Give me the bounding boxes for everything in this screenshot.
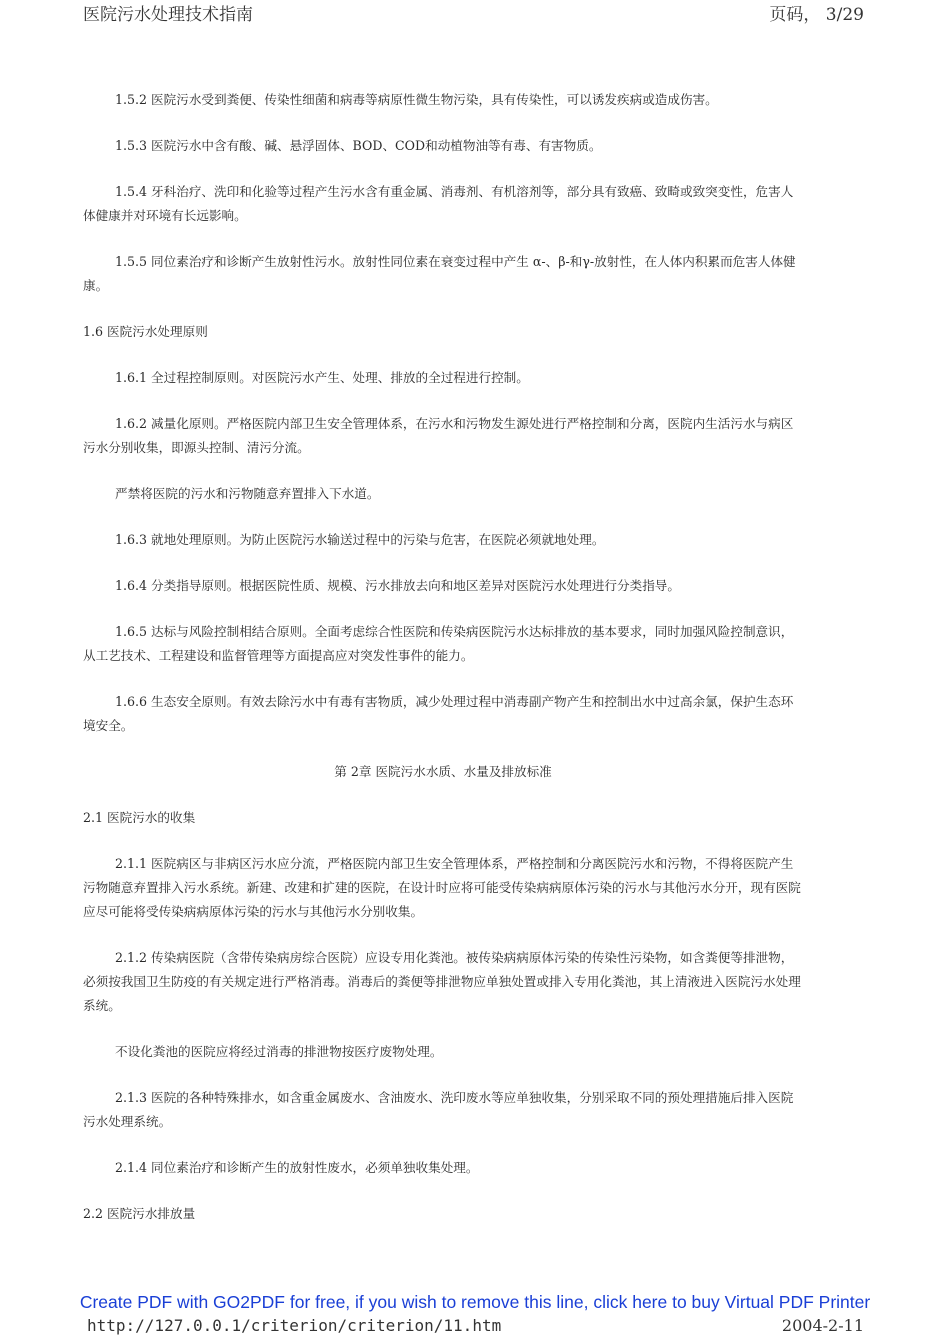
paragraph-1-6-3: 1.6.3 就地处理原则。为防止医院污水输送过程中的污染与危害，在医院必须就地处理。	[115, 532, 605, 547]
paragraph-1-5-5: 1.5.5 同位素治疗和诊断产生放射性污水。放射性同位素在衰变过程中产生 α-、β-和γ-放射性，在人体内积累而危害人体健康。	[83, 254, 796, 293]
go2pdf-banner-link[interactable]: Create PDF with GO2PDF for free, if you wish to remove this line, click here to buy Virtual PDF Printer	[79, 1292, 871, 1312]
chapter-heading: 第 2章 医院污水水质、水量及排放标准	[334, 764, 552, 779]
paragraph-2-1-3: 2.1.3 医院的各种特殊排水，如含重金属废水、含油废水、洗印废水等应单独收集，分别采取不同的预处理措施后排入医院污水处理系统。	[83, 1090, 794, 1129]
paragraph-2-1-2: 2.1.2 传染病医院（含带传染病房综合医院）应设专用化粪池。被传染病病原体污染的传染性污染物，如含粪便等排泄物，必须按我国卫生防疫的有关规定进行严格消毒。消毒后的粪便等排泄物应单独处置或排入专用化粪池，其上清液进入医院污水处理系统。	[83, 950, 801, 1013]
section-heading-1-6: 1.6 医院污水处理原则	[83, 324, 208, 339]
paragraph-1-5-3: 1.5.3 医院污水中含有酸、碱、悬浮固体、BOD、COD和动植物油等有毒、有害物质。	[115, 138, 602, 153]
paragraph-no-septic-tank: 不设化粪池的医院应将经过消毒的排泄物按医疗废物处理。	[115, 1044, 443, 1059]
section-heading-2-1: 2.1 医院污水的收集	[83, 810, 196, 825]
document-title: 医院污水处理技术指南	[83, 5, 253, 25]
page-number: 页码， 3/29	[769, 5, 864, 25]
paragraph-1-6-4: 1.6.4 分类指导原则。根据医院性质、规模、污水排放去向和地区差异对医院污水处理进行分类指导。	[115, 578, 680, 593]
paragraph-prohibition: 严禁将医院的污水和污物随意弃置排入下水道。	[115, 486, 380, 501]
paragraph-1-5-4: 1.5.4 牙科治疗、洗印和化验等过程产生污水含有重金属、消毒剂、有机溶剂等，部分具有致癌、致畸或致突变性，危害人体健康并对环境有长远影响。	[83, 184, 794, 223]
paragraph-1-5-2: 1.5.2 医院污水受到粪便、传染性细菌和病毒等病原性微生物污染，具有传染性，可以诱发疾病或造成伤害。	[115, 92, 718, 107]
paragraph-1-6-1: 1.6.1 全过程控制原则。对医院污水产生、处理、排放的全过程进行控制。	[115, 370, 529, 385]
document-body	[83, 88, 803, 1226]
footer-url: http://127.0.0.1/criterion/criterion/11.htm	[87, 1316, 502, 1335]
paragraph-2-1-4: 2.1.4 同位素治疗和诊断产生的放射性废水，必须单独收集处理。	[115, 1160, 479, 1175]
paragraph-1-6-6: 1.6.6 生态安全原则。有效去除污水中有毒有害物质，减少处理过程中消毒副产物产生和控制出水中过高余氯，保护生态环境安全。	[83, 694, 794, 733]
paragraph-2-1-1: 2.1.1 医院病区与非病区污水应分流，严格医院内部卫生安全管理体系，严格控制和分离医院污水和污物，不得将医院产生污物随意弃置排入污水系统。新建、改建和扩建的医院，在设计时应将可能受传染病病原体污染的污水与其他污水分开，现有医院应尽可能将受传染病病原体污染的污水与其他污水分别收集。	[83, 856, 801, 919]
section-heading-2-2: 2.2 医院污水排放量	[83, 1206, 196, 1221]
footer-date: 2004-2-11	[781, 1316, 864, 1335]
paragraph-1-6-2: 1.6.2 减量化原则。严格医院内部卫生安全管理体系，在污水和污物发生源处进行严格控制和分离，医院内生活污水与病区污水分别收集，即源头控制、清污分流。	[83, 416, 794, 455]
paragraph-1-6-5: 1.6.5 达标与风险控制相结合原则。全面考虑综合性医院和传染病医院污水达标排放的基本要求，同时加强风险控制意识，从工艺技术、工程建设和监督管理等方面提高应对突发性事件的能力。	[83, 624, 794, 663]
